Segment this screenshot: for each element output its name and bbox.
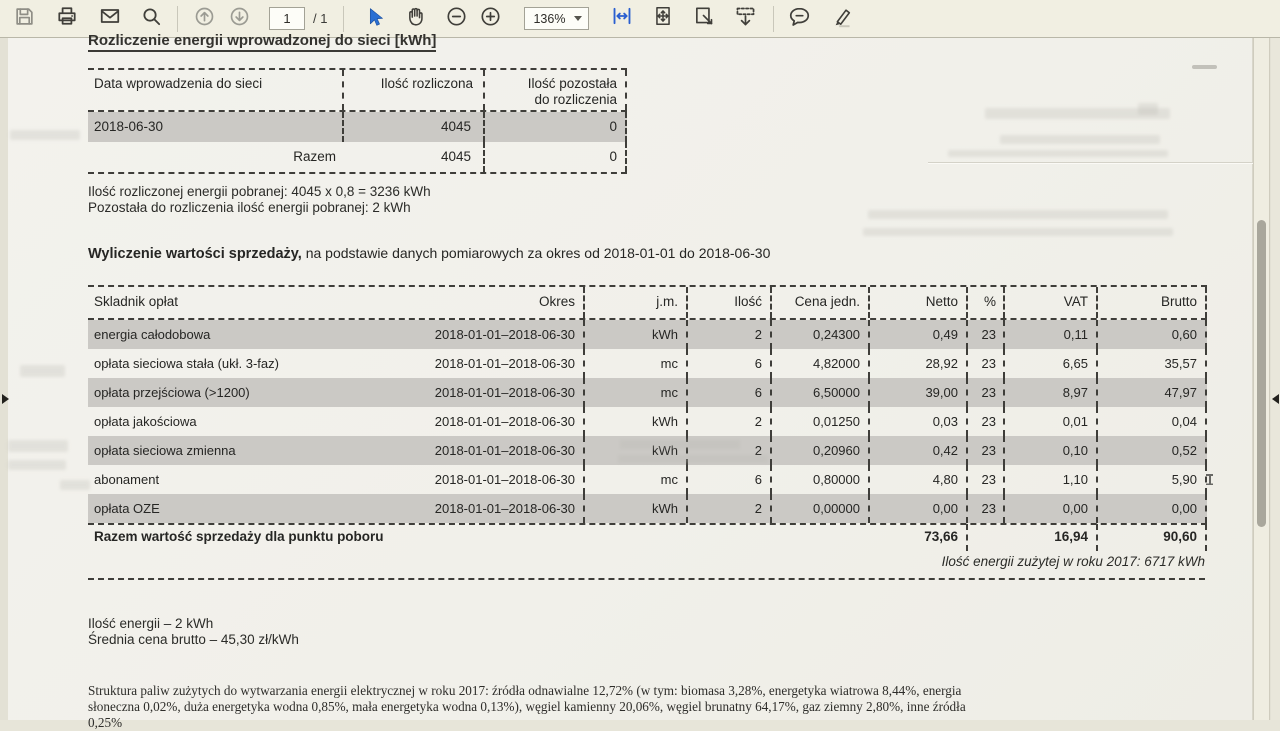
cell: 47,97 — [1098, 378, 1207, 407]
column-header: Netto — [870, 287, 968, 318]
table-row — [88, 378, 1207, 407]
column-header: j.m. — [585, 287, 688, 318]
cell: 0,11 — [1005, 320, 1098, 349]
bleedthrough-artifact — [60, 480, 90, 490]
scrollbar-thumb[interactable] — [1257, 220, 1266, 527]
cell: 0,52 — [1098, 436, 1207, 465]
cell: 0,42 — [870, 436, 968, 465]
table-row — [88, 112, 627, 142]
snapshot-button[interactable] — [728, 4, 762, 34]
vertical-scrollbar[interactable] — [1253, 38, 1270, 720]
cell: 39,00 — [870, 378, 968, 407]
cell: 2 — [688, 494, 772, 523]
arrow-down-circle-icon — [229, 6, 250, 32]
energy-table-header — [88, 70, 627, 112]
toolbar-separator — [177, 6, 178, 32]
cell: 0,00 — [870, 494, 968, 523]
fit-width-button[interactable] — [605, 4, 639, 34]
column-header: Data wprowadzenia do sieci — [94, 76, 263, 91]
fit-page-button[interactable] — [646, 4, 680, 34]
email-button[interactable] — [93, 4, 127, 34]
cell: 2 — [688, 320, 772, 349]
cell: 0,10 — [1005, 436, 1098, 465]
cell: 2018-06-30 — [94, 119, 164, 134]
highlighter-icon — [830, 5, 853, 33]
cell: 0,49 — [870, 320, 968, 349]
cell: 0,80000 — [772, 465, 870, 494]
energy-table — [88, 68, 627, 174]
cell: 23 — [968, 407, 1005, 436]
cell: opłata OZE 2018-01-01–2018-06-30 — [88, 494, 585, 523]
bleedthrough-artifact — [8, 460, 66, 470]
zoom-level-value: 136% — [533, 11, 566, 26]
cell: 0,00 — [1098, 494, 1207, 523]
cell: 0 — [485, 112, 627, 142]
cell: 0,03 — [870, 407, 968, 436]
comment-button[interactable] — [782, 4, 816, 34]
chevron-down-icon — [574, 16, 582, 21]
save-button[interactable] — [7, 4, 41, 34]
zoom-out-button[interactable] — [439, 4, 473, 34]
highlight-button[interactable] — [824, 4, 858, 34]
cell: 23 — [968, 465, 1005, 494]
bleedthrough-artifact — [863, 228, 1173, 236]
cell: 4045 — [342, 142, 485, 172]
bleedthrough-artifact — [1138, 103, 1158, 115]
document-viewport — [0, 32, 1280, 730]
column-header: Brutto — [1098, 287, 1207, 318]
body-text: Ilość rozliczonej energii pobranej: 4045 x 0,8 = 3236 kWh — [88, 184, 431, 199]
body-text: Pozostała do rozliczenia ilość energii pobranej: 2 kWh — [88, 200, 411, 215]
print-button[interactable] — [50, 4, 84, 34]
charges-summary-row — [88, 524, 1207, 551]
column-header: Skladnik opłat Okres — [88, 287, 585, 318]
table-row — [88, 320, 1207, 349]
cell: 0,00 — [1005, 494, 1098, 523]
page-number-input[interactable] — [269, 7, 305, 30]
bleedthrough-artifact — [618, 455, 768, 463]
summary-label: Razem wartość sprzedaży dla punktu poboru — [94, 529, 384, 544]
cell: 23 — [968, 378, 1005, 407]
section-title-energy: Rozliczenie energii wprowadzonej do sieci [kWh] — [88, 32, 436, 49]
email-icon — [99, 5, 121, 32]
column-header: Ilość rozliczona — [342, 70, 485, 110]
cell: kWh — [585, 494, 688, 523]
cell: 2 — [688, 407, 772, 436]
cell: 0,20960 — [772, 436, 870, 465]
zoom-selection-icon — [693, 5, 715, 32]
snapshot-icon — [734, 5, 757, 33]
cell: 4,80 — [870, 465, 968, 494]
cell: 6,50000 — [772, 378, 870, 407]
cursor-arrow-icon — [364, 6, 385, 32]
cell: 0,60 — [1098, 320, 1207, 349]
bleedthrough-artifact — [620, 440, 740, 449]
summary-netto: 73,66 — [870, 524, 968, 551]
right-panel-expand-handle[interactable] — [1272, 394, 1279, 404]
fit-width-icon — [611, 5, 633, 32]
cell: 6 — [688, 378, 772, 407]
section-title-sales: Wyliczenie wartości sprzedaży, na podstawie danych pomiarowych za okres od 2018-01-01 do 2018-06-30 — [88, 245, 771, 262]
toolbar-separator — [773, 6, 774, 32]
zoom-level-select[interactable] — [524, 7, 589, 30]
zoom-in-button[interactable] — [473, 4, 507, 34]
cell: 0,00000 — [772, 494, 870, 523]
charges-table-header — [88, 287, 1207, 320]
previous-page-button[interactable] — [187, 4, 221, 34]
cell: 23 — [968, 436, 1005, 465]
zoom-to-selection-button[interactable] — [687, 4, 721, 34]
cell: 1,10 — [1005, 465, 1098, 494]
bleedthrough-artifact — [20, 365, 65, 377]
cell: 6 — [688, 465, 772, 494]
bleedthrough-artifact — [10, 130, 80, 140]
table-row — [88, 349, 1207, 378]
page-count-label: / 1 — [313, 11, 328, 26]
select-tool-button[interactable] — [357, 4, 391, 34]
cell: 23 — [968, 320, 1005, 349]
dashed-divider — [88, 578, 1205, 580]
cell: 6 — [688, 349, 772, 378]
cell: 2 — [688, 436, 772, 465]
table-row — [88, 465, 1207, 494]
cell: 8,97 — [1005, 378, 1098, 407]
right-panel-band — [1271, 38, 1280, 720]
hand-tool-button[interactable] — [399, 4, 433, 34]
cell: kWh — [585, 320, 688, 349]
comment-bubble-icon — [788, 5, 811, 33]
save-icon — [14, 6, 35, 32]
cell: energia całodobowa 2018-01-01–2018-06-30 — [88, 320, 585, 349]
cell: abonament 2018-01-01–2018-06-30 — [88, 465, 585, 494]
cell: 0,24300 — [772, 320, 870, 349]
minus-circle-icon — [446, 6, 467, 32]
bleedthrough-artifact — [868, 210, 1168, 219]
column-header: Cena jedn. — [772, 287, 870, 318]
search-icon — [141, 6, 162, 32]
cell: 5,90 — [1098, 465, 1207, 494]
arrow-up-circle-icon — [194, 6, 215, 32]
cell: 35,57 — [1098, 349, 1207, 378]
cell: 0,04 — [1098, 407, 1207, 436]
cell: 0 — [485, 142, 627, 172]
search-button[interactable] — [134, 4, 168, 34]
cell: kWh — [585, 436, 688, 465]
cell: 4,82000 — [772, 349, 870, 378]
charges-table — [88, 285, 1207, 525]
cell: 4045 — [342, 112, 485, 142]
cell: opłata sieciowa stała (ukł. 3-faz) 2018-01-01–2018-06-30 — [88, 349, 585, 378]
column-header: % — [968, 287, 1005, 318]
sidebar-expand-handle[interactable] — [2, 394, 9, 404]
summary-brutto: 90,60 — [1098, 524, 1207, 551]
cell: opłata sieciowa zmienna 2018-01-01–2018-06-30 — [88, 436, 585, 465]
pdf-page — [8, 32, 1253, 730]
cell: 28,92 — [870, 349, 968, 378]
charges-rows — [88, 320, 1207, 523]
cell: opłata jakościowa 2018-01-01–2018-06-30 — [88, 407, 585, 436]
fit-page-icon — [652, 5, 674, 32]
paper-crease — [928, 162, 1255, 163]
hand-icon — [405, 5, 427, 32]
text-cursor — [1206, 474, 1213, 485]
body-text: Średnia cena brutto – 45,30 zł/kWh — [88, 632, 299, 647]
cell: 23 — [968, 494, 1005, 523]
summary-vat: 16,94 — [1005, 524, 1098, 551]
table-row — [88, 407, 1207, 436]
table-row — [88, 494, 1207, 523]
cell: mc — [585, 349, 688, 378]
body-text: Ilość energii – 2 kWh — [88, 616, 214, 631]
column-header: Ilość — [688, 287, 772, 318]
print-icon — [56, 5, 78, 32]
column-header: Ilość pozostała do rozliczenia — [485, 70, 627, 110]
scan-artifact — [1192, 65, 1217, 69]
bleedthrough-artifact — [8, 440, 68, 452]
fuel-structure-paragraph: Struktura paliw zużytych do wytwarzania energii elektrycznej w roku 2017: źródła odnawialne 12,72% (w tym: biomasa 3,28%, energetyka wiatrowa 8,44%, energia słoneczna 0,02%, duża energetyka wodna 0,85%, mała energetyka wodna 0,13%), węgiel kamienny 20,06%, węgiel brunatny 64,17%, gaz ziemny 2,80%, inne źródła 0,25% — [88, 683, 966, 730]
cell: mc — [585, 378, 688, 407]
cell: 0,01250 — [772, 407, 870, 436]
cell: 0,01 — [1005, 407, 1098, 436]
table-row — [88, 142, 627, 172]
bleedthrough-artifact — [948, 150, 1168, 157]
cell: mc — [585, 465, 688, 494]
cell: opłata przejściowa (>1200) 2018-01-01–2018-06-30 — [88, 378, 585, 407]
plus-circle-icon — [480, 6, 501, 32]
cell: Razem — [293, 149, 336, 164]
toolbar-separator — [343, 6, 344, 32]
usage-note: Ilość energii zużytej w roku 2017: 6717 kWh — [941, 554, 1205, 569]
energy-table-rows — [88, 112, 627, 172]
next-page-button[interactable] — [222, 4, 256, 34]
column-header: VAT — [1005, 287, 1098, 318]
bleedthrough-artifact — [1000, 135, 1160, 144]
cell: kWh — [585, 407, 688, 436]
summary-pct — [968, 524, 1005, 551]
cell: 23 — [968, 349, 1005, 378]
cell: 6,65 — [1005, 349, 1098, 378]
